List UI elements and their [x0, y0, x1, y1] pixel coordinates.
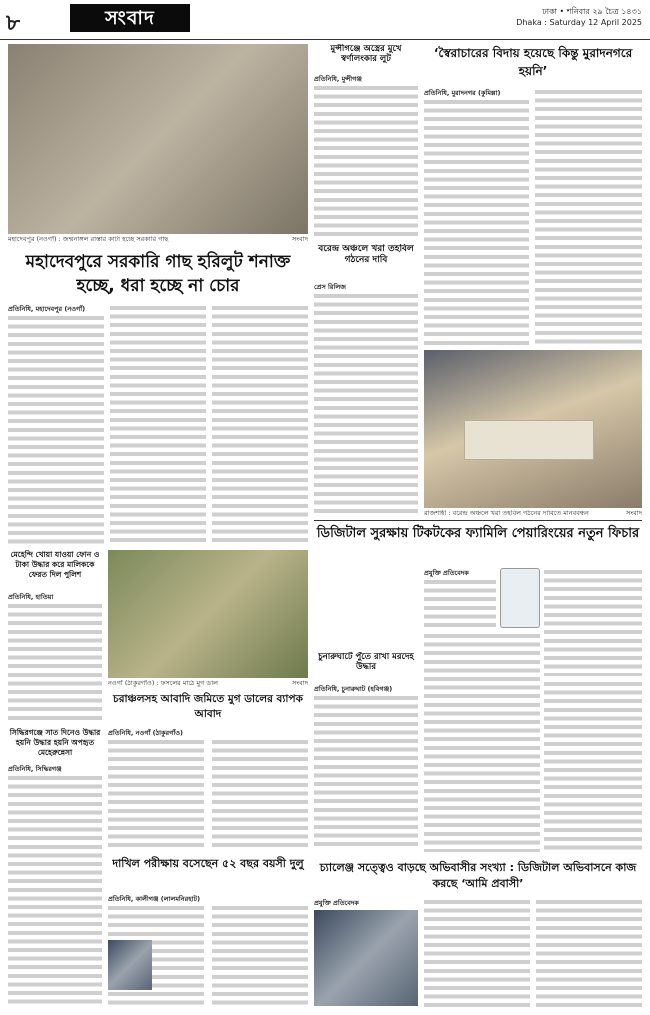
story8-byline: প্রতিনিধি, চুনারুঘাট (হবিগঞ্জ)	[314, 685, 393, 693]
story1-headline: মহাদেবপুরে সরকারি গাছ হরিলুট শনাক্ত হচ্ছে, ধরা হচ্ছে না চোর	[25, 252, 291, 296]
story10-headline: ডিজিটাল সুরক্ষায় টিকটকের ফ্যামিলি পেয়ারিংয়ের নতুন ফিচার	[316, 526, 640, 541]
divider	[314, 520, 642, 521]
portrait-photo	[108, 940, 152, 990]
story11-body-col1	[424, 898, 530, 1008]
story11-body-col2	[536, 898, 642, 1008]
story9-byline: প্রতিনিধি, কালীগঞ্জ (লালমনিরহাট)	[108, 895, 201, 903]
page-header	[0, 0, 650, 40]
story1-body-col1	[8, 314, 104, 544]
story6-byline: প্রতিনিধি, সিদ্ধিরগঞ্জ	[8, 765, 62, 773]
story6-headline: সিদ্ধিরগঞ্জে সাত দিনেও উদ্ধার হয়নি উদ্ধার হয়নি অপহৃত মেহেরুন্নেসা	[9, 728, 101, 757]
page-number: ৮	[6, 10, 21, 36]
masthead-logo: সংবাদ	[70, 4, 190, 32]
story3-body	[314, 292, 418, 516]
story10-byline: প্রযুক্তি প্রতিবেদক	[424, 569, 469, 577]
story10-body-col4	[544, 680, 642, 852]
rally-photo	[424, 350, 642, 508]
story3-headline: বরেন্দ্র অঞ্চলে খরা তহবিল গঠনের দাবি	[318, 244, 414, 265]
story7-headline: চরাঞ্চলসহ আবাদি জমিতে মুগ ডালের ব্যাপক আবাদ	[113, 693, 303, 720]
story4-body-col1	[424, 98, 529, 346]
field-caption: নওগাঁ (ঠাকুরগাঁও) : ফসলের মাঠে মুগ ডাল	[108, 680, 218, 687]
rally-caption: রাজশাহী : বরেন্দ্র অঞ্চলে খরা তহবিল গঠনের দাবিতে মানববন্ধন	[424, 510, 589, 517]
tree-felling-photo	[8, 44, 308, 234]
story4-headline: ‘স্বৈরাচারের বিদায় হয়েছে কিন্তু মুরাদনগরে হয়নি’	[433, 46, 633, 78]
story10-body-col2	[544, 568, 642, 676]
story1-byline: প্রতিনিধি, মহাদেবপুর (নওগাঁ)	[8, 305, 86, 313]
story1-body-col3	[212, 304, 308, 544]
story6-body	[8, 774, 102, 1008]
story7-body-col1	[108, 738, 204, 850]
field-credit: সংবাদ	[291, 680, 308, 687]
story8-headline: চুনারুঘাটে পুঁতে রাখা মরদেহ উদ্ধার	[318, 652, 414, 672]
story11-headline: চ্যালেঞ্জ সত্ত্বেও বাড়ছে অভিবাসীর সংখ্যা : ডিজিটাল অভিবাসনে কাজ করছে ‘আমি প্রবাসী’	[319, 861, 637, 890]
story4-body-col2	[535, 88, 642, 346]
rally-banner	[464, 420, 594, 460]
story5-headline: মেহেন্দি খোয়া যাওয়া ফোন ও টাকা উদ্ধার করে মালিককে ফেরত দিল পুলিশ	[10, 550, 100, 579]
story11-byline: প্রযুক্তি প্রতিবেদক	[314, 899, 359, 907]
date-en: Dhaka : Saturday 12 April 2025	[516, 18, 642, 27]
story10-body-col1	[424, 578, 496, 628]
story2-headline: মুন্সীগঞ্জে অস্ত্রের মুখে স্বর্ণালংকার লুট	[330, 44, 402, 64]
rally-credit: সংবাদ	[625, 510, 642, 517]
story4-byline: প্রতিনিধি, মুরাদনগর (কুমিল্লা)	[424, 89, 501, 97]
field-photo	[108, 550, 308, 678]
story10-body-col3	[424, 632, 540, 852]
passport-photo	[314, 910, 418, 1006]
story5-byline: প্রতিনিধি, হাতিয়া	[8, 593, 54, 601]
photo-caption: মহাদেবপুর (নওগাঁ) : জন্মনাঙ্গল রাস্তার কাটা হচ্ছে সরকারি গাছ	[8, 236, 169, 243]
story2-body	[314, 84, 418, 239]
story8-body	[314, 694, 418, 850]
tiktok-app-screenshot	[500, 568, 540, 628]
photo-credit: সংবাদ	[291, 236, 308, 243]
story2-byline: প্রতিনিধি, মুন্সীগঞ্জ	[314, 75, 362, 83]
story1-body-col2	[110, 304, 206, 544]
story7-body-col2	[212, 738, 308, 850]
story5-body	[8, 602, 102, 722]
story9-body-col2	[212, 904, 308, 1008]
story7-byline: প্রতিনিধি, নওগাঁ (ঠাকুরগাঁও)	[108, 729, 183, 737]
story9-headline: দাখিল পরীক্ষায় বসেছেন ৫২ বছর বয়সী দুলু	[112, 857, 304, 870]
date-bn: ঢাকা • শনিবার ২৯ চৈত্র ১৪৩১	[542, 7, 642, 16]
story3-byline: প্রেস রিলিজ	[314, 283, 346, 291]
